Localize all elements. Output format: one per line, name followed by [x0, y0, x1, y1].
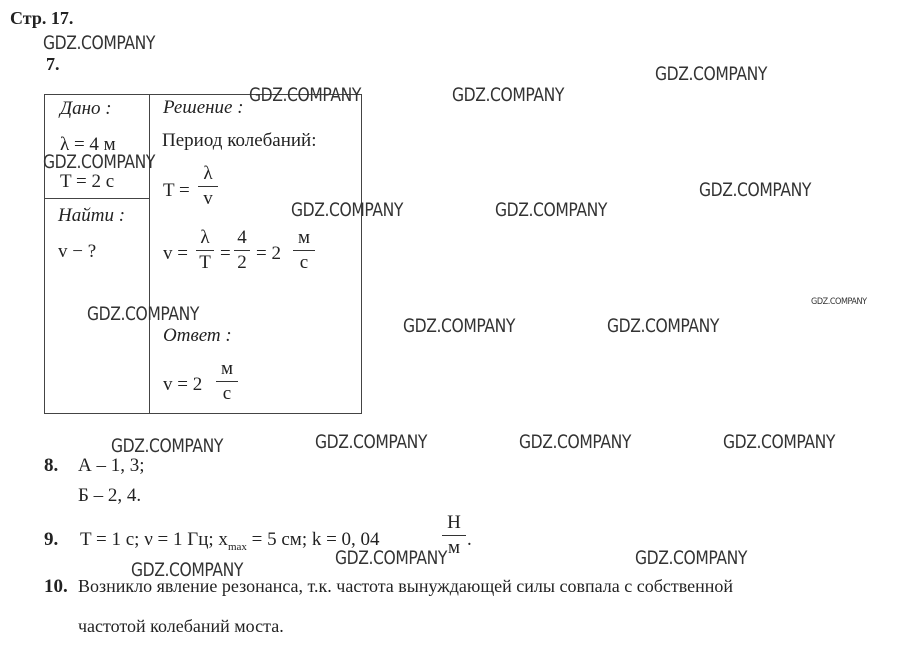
formula2-fraction1 [196, 227, 214, 274]
page-label: Стр. 17. [10, 8, 74, 28]
problem-10-line2: частотой колебаний моста. [78, 616, 284, 636]
problem-8-line2: Б – 2, 4. [78, 485, 142, 506]
watermark: GDZ.COMPANY [291, 199, 404, 221]
given-period: T = 2 с [60, 171, 115, 192]
given-find-divider [44, 198, 150, 199]
period-text: Период колебаний: [162, 130, 317, 151]
problem-9-period: . [467, 529, 472, 550]
watermark: GDZ.COMPANY [111, 435, 224, 457]
watermark: GDZ.COMPANY [607, 315, 720, 337]
watermark: GDZ.COMPANY [87, 303, 200, 325]
formula1-numerator: λ [203, 163, 213, 184]
formula1-lhs: T = [163, 180, 190, 201]
formula1-fraction [198, 163, 218, 210]
answer-lhs: v = 2 [163, 374, 203, 395]
watermark: GDZ.COMPANY [723, 431, 836, 453]
problem-9-part1: T = 1 с; ν = 1 Гц; x [80, 529, 228, 550]
table-border-left [44, 94, 45, 414]
problem-10-line1: Возникло явление резонанса, т.к. частота вынуждающей силы совпала с собственной [78, 576, 734, 596]
formula1-denominator: v [203, 188, 213, 209]
answer-unit-denominator: с [222, 383, 232, 404]
table-border-right [361, 94, 362, 414]
watermark: GDZ.COMPANY [335, 547, 448, 569]
answer-unit [216, 358, 238, 405]
problem-10-number: 10. [44, 576, 68, 597]
watermark: GDZ.COMPANY [635, 547, 748, 569]
unit-numerator: м [297, 227, 311, 248]
formula2-denominator1: T [199, 252, 211, 273]
table-border-bottom [44, 413, 362, 414]
formula2-equals: = [220, 243, 231, 264]
problem-9-number: 9. [44, 529, 59, 550]
watermark: GDZ.COMPANY [811, 297, 867, 307]
watermark: GDZ.COMPANY [655, 63, 768, 85]
watermark: GDZ.COMPANY [519, 431, 632, 453]
watermark: GDZ.COMPANY [452, 84, 565, 106]
formula2-numerator1: λ [200, 227, 210, 248]
formula2-denominator2: 2 [237, 252, 247, 273]
watermark: GDZ.COMPANY [131, 559, 244, 581]
unit-denominator: с [299, 252, 309, 273]
answer-unit-numerator: м [220, 358, 234, 379]
formula2-fraction2 [234, 227, 250, 274]
formula2-lhs: v = [163, 243, 188, 264]
watermark: GDZ.COMPANY [403, 315, 516, 337]
find-label: Найти : [58, 205, 126, 226]
formula2-result: = 2 [256, 243, 281, 264]
given-label: Дано : [60, 98, 112, 119]
watermark: GDZ.COMPANY [699, 179, 812, 201]
watermark: GDZ.COMPANY [43, 32, 156, 54]
table-divider [149, 94, 150, 414]
problem-9-unit-denominator: м [447, 537, 461, 558]
find-velocity: v − ? [58, 241, 97, 262]
problem-7-number: 7. [46, 54, 60, 74]
watermark: GDZ.COMPANY [495, 199, 608, 221]
solution-label: Решение : [163, 97, 244, 118]
watermark: GDZ.COMPANY [43, 151, 156, 173]
given-lambda: λ = 4 м [60, 134, 116, 155]
problem-9-subscript: max [227, 540, 247, 553]
formula2-numerator2: 4 [237, 227, 247, 248]
problem-9-unit-numerator: Н [447, 512, 461, 533]
watermark: GDZ.COMPANY [315, 431, 428, 453]
problem-8-number: 8. [44, 455, 59, 476]
answer-label: Ответ : [163, 325, 232, 346]
formula2-unit [293, 227, 315, 274]
problem-9-part2: = 5 см; k = 0, 04 [246, 529, 380, 550]
watermark: GDZ.COMPANY [249, 84, 362, 106]
problem-8-line1: А – 1, 3; [78, 455, 145, 476]
